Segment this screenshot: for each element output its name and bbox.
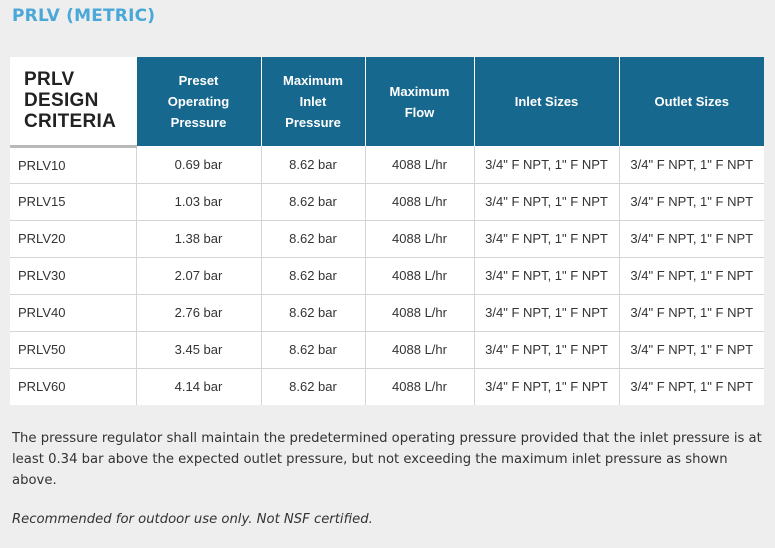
max-inlet-pressure-cell: 8.62 bar xyxy=(261,294,365,331)
header-line: Inlet xyxy=(299,94,327,109)
inlet-sizes-cell: 3/4" F NPT, 1" F NPT xyxy=(474,220,619,257)
preset-pressure-cell: 2.07 bar xyxy=(136,257,261,294)
preset-pressure-cell: 1.03 bar xyxy=(136,183,261,220)
criteria-heading-line: PRLV xyxy=(24,69,75,91)
header-line: Pressure xyxy=(285,115,341,130)
table-row xyxy=(10,183,764,220)
max-inlet-pressure-cell: 8.62 bar xyxy=(261,220,365,257)
max-inlet-pressure-cell: 8.62 bar xyxy=(261,183,365,220)
outlet-sizes-cell: 3/4" F NPT, 1" F NPT xyxy=(619,220,764,257)
header-line: Maximum xyxy=(389,83,450,99)
max-flow-cell: 4088 L/hr xyxy=(365,257,474,294)
table-body xyxy=(10,146,764,405)
model-cell: PRLV40 xyxy=(10,294,136,331)
max-inlet-pressure-cell: 8.62 bar xyxy=(261,331,365,368)
criteria-heading-line: CRITERIA xyxy=(24,111,117,133)
model-cell: PRLV15 xyxy=(10,183,136,220)
outlet-sizes-cell: 3/4" F NPT, 1" F NPT xyxy=(619,331,764,368)
model-cell: PRLV10 xyxy=(18,157,66,173)
outlet-sizes-cell: 3/4" F NPT, 1" F NPT xyxy=(619,257,764,294)
design-criteria-table xyxy=(10,57,764,405)
outlet-sizes-cell: 3/4" F NPT, 1" F NPT xyxy=(619,183,764,220)
header-preset-operating-pressure xyxy=(136,57,261,146)
header-outlet-sizes xyxy=(619,57,764,146)
header-inlet-sizes xyxy=(474,57,619,146)
outlet-sizes-cell: 3/4" F NPT, 1" F NPT xyxy=(619,294,764,331)
header-line: Pressure xyxy=(170,115,227,130)
table-row xyxy=(10,146,764,183)
header-line: Operating xyxy=(167,94,230,109)
criteria-heading xyxy=(10,57,136,146)
header-line: Maximum xyxy=(283,73,343,88)
table-row xyxy=(10,331,764,368)
header-maximum-inlet-pressure xyxy=(261,57,365,146)
table-header-row xyxy=(10,57,764,146)
max-flow-cell: 4088 L/hr xyxy=(365,294,474,331)
max-flow-cell: 4088 L/hr xyxy=(365,220,474,257)
header-line: Inlet Sizes xyxy=(514,94,579,109)
inlet-sizes-cell: 3/4" F NPT, 1" F NPT xyxy=(474,183,619,220)
max-flow-cell: 4088 L/hr xyxy=(365,146,474,183)
header-maximum-flow xyxy=(365,57,474,146)
inlet-sizes-cell: 3/4" F NPT, 1" F NPT xyxy=(474,331,619,368)
page-title: PRLV (METRIC) xyxy=(12,6,156,26)
preset-pressure-cell: 1.38 bar xyxy=(136,220,261,257)
model-cell: PRLV30 xyxy=(10,257,136,294)
max-flow-cell: 4088 L/hr xyxy=(365,368,474,405)
model-cell: PRLV50 xyxy=(10,331,136,368)
table-row xyxy=(10,257,764,294)
table-row xyxy=(10,294,764,331)
pressure-note: The pressure regulator shall maintain the predetermined operating pressure provided that the inlet pressure is at least 0.34 bar above the expected outlet pressure, but not exceeding the maximum inlet pressure as shown above. xyxy=(12,431,762,488)
max-inlet-pressure-cell: 8.62 bar xyxy=(261,146,365,183)
header-line: Preset xyxy=(178,73,219,88)
table-row xyxy=(10,368,764,405)
model-cell: PRLV20 xyxy=(10,220,136,257)
model-cell: PRLV60 xyxy=(10,368,136,405)
inlet-sizes-cell: 3/4" F NPT, 1" F NPT xyxy=(474,257,619,294)
max-flow-cell: 4088 L/hr xyxy=(365,331,474,368)
outdoor-use-disclaimer: Recommended for outdoor use only. Not NSF certified. xyxy=(12,512,373,527)
inlet-sizes-cell: 3/4" F NPT, 1" F NPT xyxy=(474,146,619,183)
outlet-sizes-cell: 3/4" F NPT, 1" F NPT xyxy=(619,146,764,183)
preset-pressure-cell: 4.14 bar xyxy=(136,368,261,405)
inlet-sizes-cell: 3/4" F NPT, 1" F NPT xyxy=(474,294,619,331)
outlet-sizes-cell: 3/4" F NPT, 1" F NPT xyxy=(619,368,764,405)
inlet-sizes-cell: 3/4" F NPT, 1" F NPT xyxy=(474,368,619,405)
max-inlet-pressure-cell: 8.62 bar xyxy=(261,257,365,294)
preset-pressure-cell: 3.45 bar xyxy=(136,331,261,368)
header-line: Flow xyxy=(404,104,435,120)
max-flow-cell: 4088 L/hr xyxy=(365,183,474,220)
preset-pressure-cell: 2.76 bar xyxy=(136,294,261,331)
table-row xyxy=(10,220,764,257)
max-inlet-pressure-cell: 8.62 bar xyxy=(261,368,365,405)
header-line: Outlet Sizes xyxy=(654,94,729,109)
preset-pressure-cell: 0.69 bar xyxy=(136,146,261,183)
criteria-heading-line: DESIGN xyxy=(24,90,99,112)
